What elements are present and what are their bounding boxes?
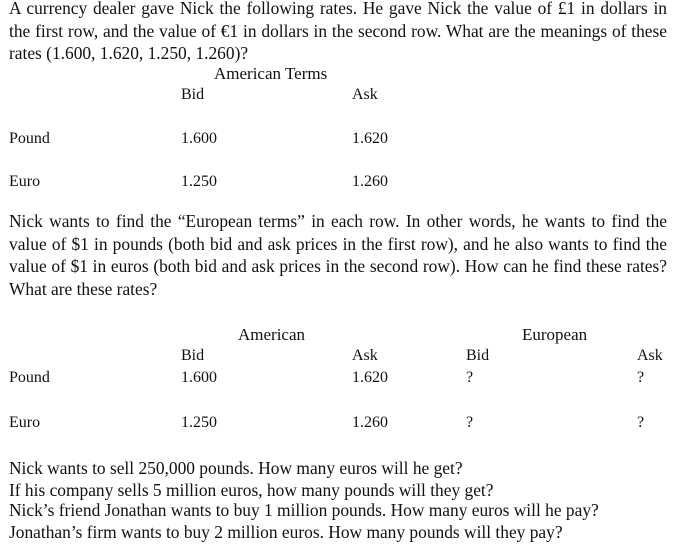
table2-header-american-bid: Bid (181, 347, 205, 364)
table2-group-european: European (522, 325, 588, 344)
table1-cell-bid: 1.600 (181, 130, 217, 147)
table2-group-american: American (238, 325, 306, 344)
table1-row-label: Euro (9, 173, 41, 190)
table1-header-ask: Ask (352, 86, 378, 103)
table2-cell-american-ask: 1.260 (352, 414, 388, 431)
table2-row-label: Pound (9, 369, 50, 386)
question-line: Nick wants to sell 250,000 pounds. How many euros will he get? (9, 458, 463, 478)
table2-header-american-ask: Ask (352, 347, 378, 364)
question-line: Jonathan’s firm wants to buy 2 million euros. How many pounds will they pay? (9, 522, 563, 542)
table1-cell-ask: 1.620 (352, 130, 388, 147)
table1-row-label: Pound (9, 130, 50, 147)
table2-cell-european-ask: ? (637, 369, 645, 386)
table1-cell-ask: 1.260 (352, 173, 388, 190)
table2-row-label: Euro (9, 414, 41, 431)
intro-paragraph: A currency dealer gave Nick the following rates. He gave Nick the value of £1 in dollars in the first row, and the value of €1 in dollars in the second row. What are the meanings of these rates (1.600, 1.620, 1.250, 1.260)? (9, 0, 667, 63)
table2-header-european-ask: Ask (637, 347, 663, 364)
table2-cell-european-ask: ? (637, 414, 645, 431)
table2-cell-american-bid: 1.250 (181, 414, 217, 431)
table1-cell-bid: 1.250 (181, 173, 217, 190)
table2-cell-american-bid: 1.600 (181, 369, 217, 386)
question-line: Nick’s friend Jonathan wants to buy 1 million pounds. How many euros will he pay? (9, 500, 599, 520)
middle-paragraph: Nick wants to find the “European terms” in each row. In other words, he wants to find the value of $1 in pounds (both bid and ask prices in the first row), and he also wants to find the value of $1 in euros (both bid and ask prices in the second row). How can he find these rates? What are these rates? (9, 211, 667, 299)
table1-caption: American Terms (214, 64, 328, 83)
table2-cell-european-bid: ? (466, 369, 474, 386)
table2-cell-american-ask: 1.620 (352, 369, 388, 386)
table2-cell-european-bid: ? (466, 414, 474, 431)
question-line: If his company sells 5 million euros, how many pounds will they get? (9, 480, 494, 500)
table2-header-european-bid: Bid (466, 347, 490, 364)
table1-header-bid: Bid (181, 86, 205, 103)
